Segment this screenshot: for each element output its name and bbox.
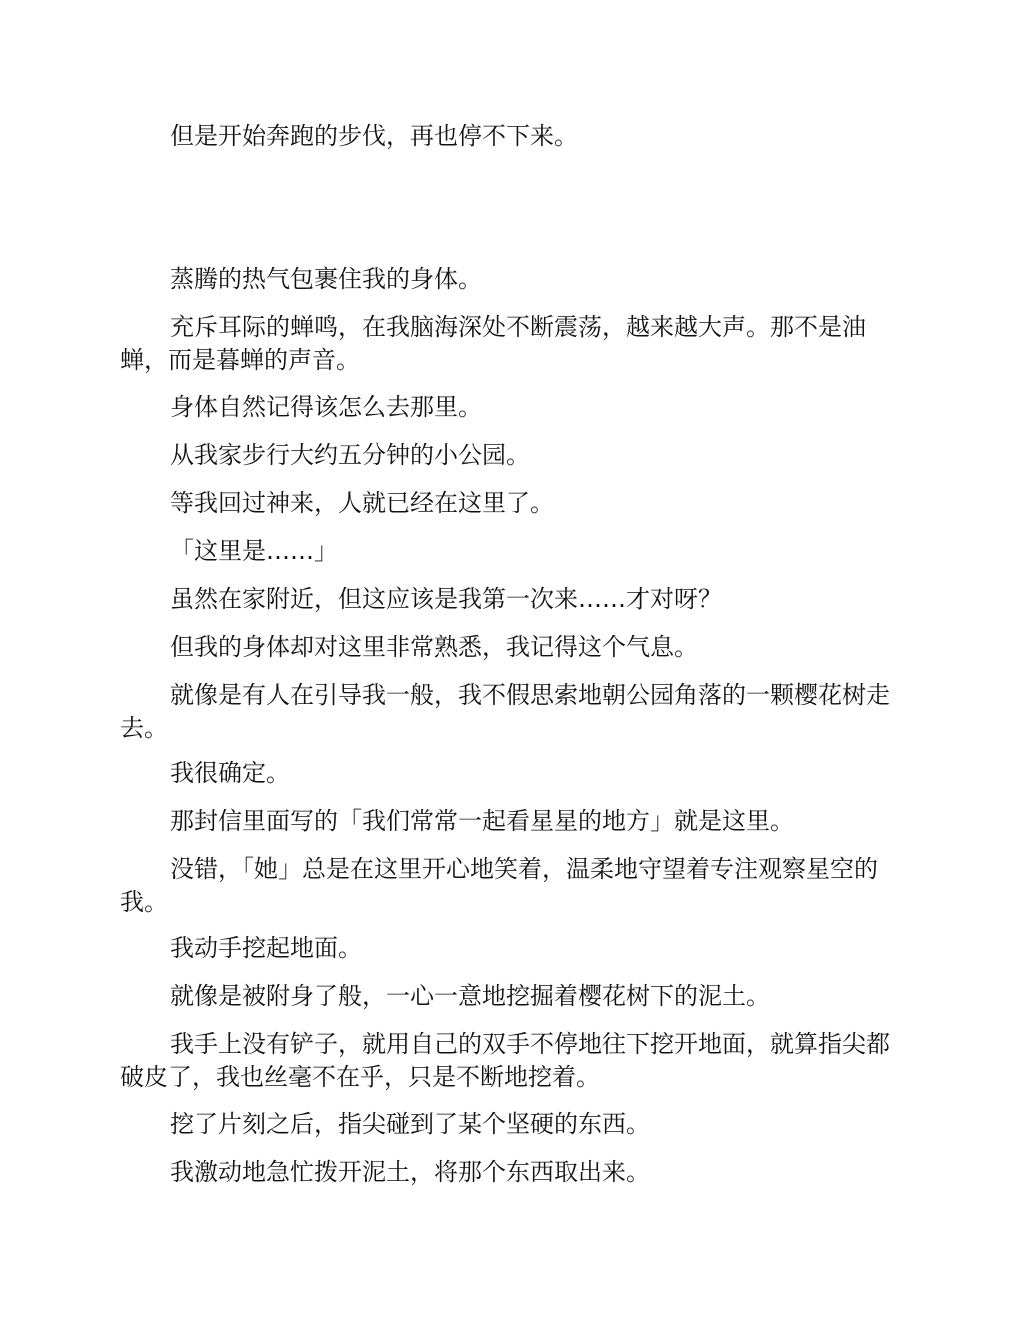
paragraph: 从我家步行大约五分钟的小公园。 — [170, 441, 530, 469]
paragraph: 虽然在家附近，但这应该是我第一次来……才对呀？ — [170, 585, 722, 613]
paragraph: 蒸腾的热气包裹住我的身体。 — [170, 265, 482, 293]
paragraph: 就像是有人在引导我一般，我不假思索地朝公园角落的一颗樱花树走去。 — [120, 681, 890, 742]
paragraph: 我手上没有铲子，就用自己的双手不停地往下挖开地面，就算指尖都破皮了，我也丝毫不在乎，只是不断地挖着。 — [120, 1030, 890, 1091]
paragraph: 我动手挖起地面。 — [170, 934, 362, 962]
paragraph: 但我的身体却对这里非常熟悉，我记得这个气息。 — [170, 633, 698, 661]
paragraph: 就像是被附身了般，一心一意地挖掘着樱花树下的泥土。 — [170, 982, 770, 1010]
paragraph: 「这里是……」 — [170, 537, 338, 565]
paragraph: 等我回过神来，人就已经在这里了。 — [170, 489, 554, 517]
paragraph: 但是开始奔跑的步伐，再也停不下来。 — [170, 122, 578, 150]
paragraph: 身体自然记得该怎么去那里。 — [170, 393, 482, 421]
paragraph: 充斥耳际的蝉鸣，在我脑海深处不断震荡，越来越大声。那不是油蝉，而是暮蝉的声音。 — [120, 313, 866, 374]
paragraph: 挖了片刻之后，指尖碰到了某个坚硬的东西。 — [170, 1110, 650, 1138]
paragraph: 没错，「她」总是在这里开心地笑着，温柔地守望着专注观察星空的我。 — [120, 855, 878, 916]
paragraph: 那封信里面写的「我们常常一起看星星的地方」就是这里。 — [170, 807, 794, 835]
paragraph: 我很确定。 — [170, 759, 290, 787]
paragraph: 我激动地急忙拨开泥土，将那个东西取出来。 — [170, 1158, 650, 1186]
